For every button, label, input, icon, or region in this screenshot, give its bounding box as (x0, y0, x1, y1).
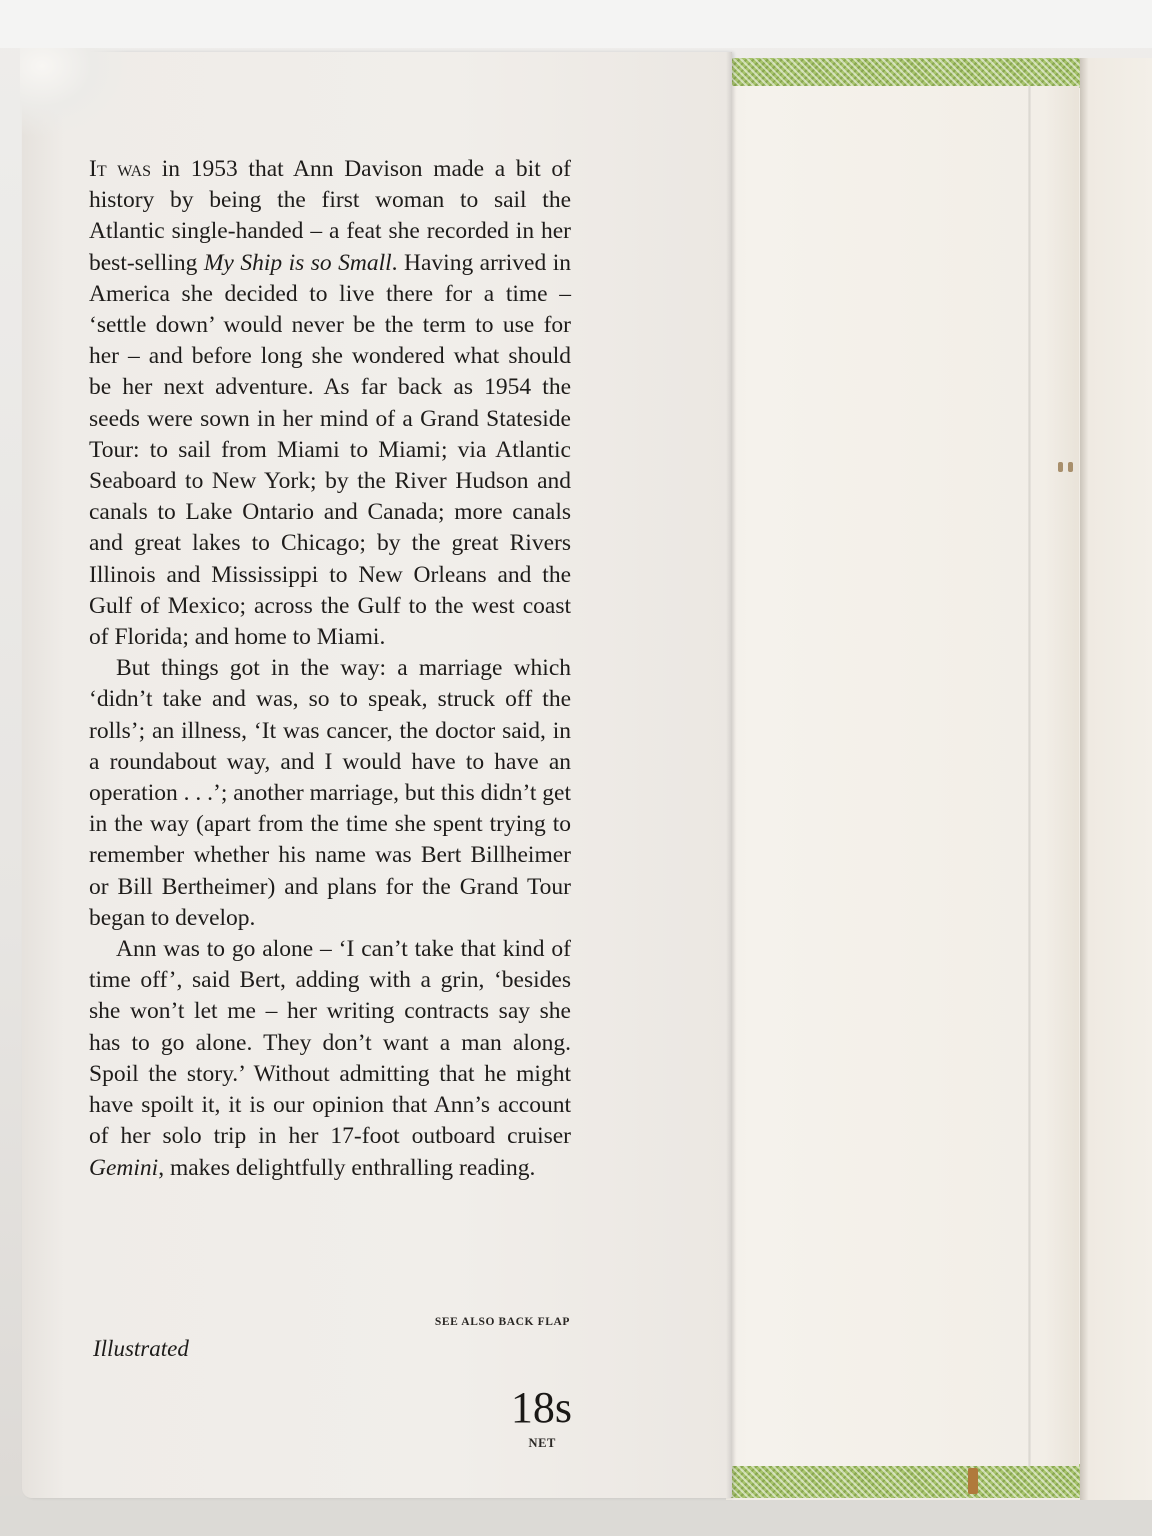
flap-fold (726, 52, 732, 1498)
background-bottom (0, 1496, 1152, 1536)
illustrated-label: Illustrated (93, 1336, 189, 1361)
blurb-paragraph-1 (89, 154, 571, 653)
wear-mark (1058, 462, 1063, 472)
wear-mark (968, 1468, 978, 1494)
blurb-text: in 1953 that Ann Davison made a bit of history by being the first woman to sail the Atlantic single-handed – a feat she recorded in her best-selling (89, 156, 571, 276)
blurb-paragraph-3 (89, 934, 571, 1184)
see-also-note: SEE ALSO BACK FLAP (434, 1316, 570, 1328)
blurb-lead-in: It was (89, 156, 152, 182)
endpaper (730, 86, 1079, 1466)
price: 18s (510, 1383, 572, 1432)
background-top (0, 0, 1152, 48)
wear-mark (1068, 462, 1073, 472)
book-title-ref: My Ship is so Small (203, 249, 392, 276)
boat-name: Gemini (89, 1154, 159, 1181)
flap-blurb (89, 154, 571, 1184)
endpaper-fold (1028, 86, 1031, 1466)
blurb-paragraph-2: But things got in the way: a marriage which ‘didn’t take and was, so to speak, struck off the rolls’; an illness, ‘It was cancer, the doctor said, in a roundabout way, and I would have to have an operation . . .’; another marriage, but this didn’t get in the way (apart from the time she spent trying to remember whether his name was Bert Billheimer or Bill Bertheimer) and plans for the Grand Tour began to develop. (89, 655, 571, 931)
blurb-text: Ann was to go alone – ‘I can’t take that kind of time off’, said Bert, adding with a grin, ‘besides she won’t let me – her writing contracts say she has to go alone. They don’t want a man along. Spoil the story.’ Without admitting that he might have spoilt it, it is our opinion that Ann’s account of her solo trip in her 17-foot outboard cruiser (89, 936, 571, 1150)
blurb-text: , makes delightfully enthralling reading. (158, 1154, 536, 1181)
right-page-edge (1080, 58, 1152, 1500)
cloth-edge-top (726, 58, 1080, 88)
torn-corner (20, 48, 130, 138)
price-net-label: NET (528, 1436, 556, 1450)
blurb-text: . Having arrived in America she decided to live there for a time – ‘settle down’ would never be the term to use for her – and before long she wondered what should be her next adventure. As far back as 1954 the seeds were sown in her mind of a Grand Stateside Tour: to sail from Miami to Miami; via Atlantic Seaboard to New York; by the River Hudson and canals to Lake Ontario and Canada; more canals and great lakes to Chicago; by the great Rivers Illinois and Mississippi to New Orleans and the Gulf of Mexico; across the Gulf to the west coast of Florida; and home to Miami. (89, 249, 571, 651)
cloth-edge-bottom (726, 1464, 1080, 1498)
